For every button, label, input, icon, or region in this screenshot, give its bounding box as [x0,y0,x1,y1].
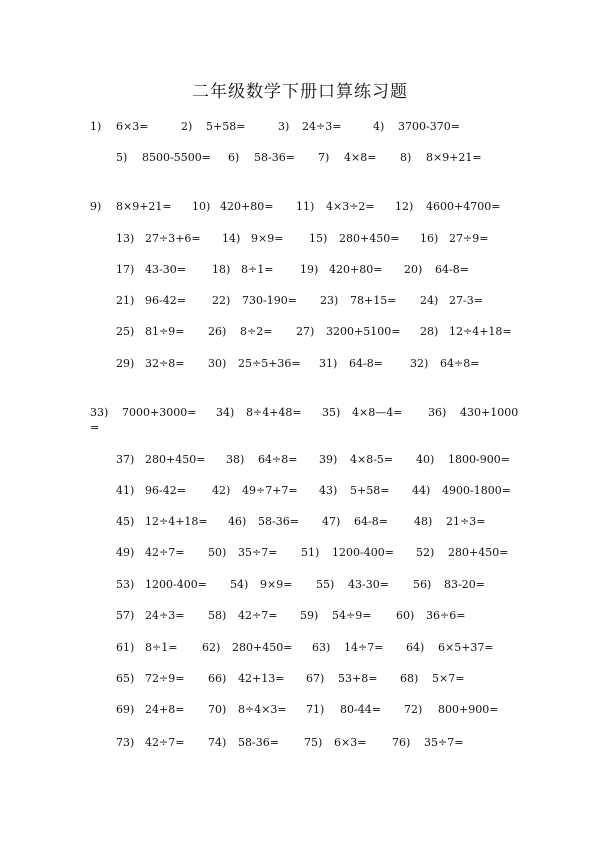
problem-number: 9) [90,200,102,213]
problem-number: 25) [116,325,135,338]
problem-number: 39) [319,453,338,466]
problem-expression: 4×8= [344,151,377,164]
problem-number: 33) [90,406,109,419]
problem-row [0,262,600,278]
problem-number: 53) [116,578,135,591]
problem-number: 21) [116,294,135,307]
problem-expression: 8×9+21= [116,200,172,213]
problem-row [0,356,600,372]
problem-number: 55) [316,578,335,591]
problem-number: 38) [226,453,245,466]
problem-number: 41) [116,484,135,497]
problem-expression: 420+80= [220,200,274,213]
problem-number: 4) [373,120,385,133]
problem-expression: 6×3= [334,736,367,749]
problem-number: 52) [416,546,435,559]
problem-expression: 58-36= [254,151,295,164]
problem-expression: 280+450= [145,453,206,466]
problem-row [0,545,600,561]
problem-expression: 8÷4+48= [246,406,302,419]
problem-number: 15) [309,232,328,245]
problem-number: 1) [90,120,102,133]
problem-expression: 24÷3= [302,120,342,133]
problem-number: 20) [404,263,423,276]
problem-number: 43) [319,484,338,497]
problem-number: 50) [208,546,227,559]
problem-row [0,405,600,421]
problem-number: 29) [116,357,135,370]
problem-number: 70) [208,703,227,716]
problem-expression: 8÷2= [240,325,273,338]
problem-expression: 64÷8= [440,357,480,370]
problem-number: 8) [400,151,412,164]
problem-number: 65) [116,672,135,685]
problem-expression: 9×9= [260,578,293,591]
problem-expression: 25÷5+36= [238,357,301,370]
problem-row [0,483,600,499]
problem-number: 59) [300,609,319,622]
wrapped-equals: = [90,421,100,434]
problem-number: 7) [318,151,330,164]
problem-number: 2) [181,120,193,133]
problem-expression: 42÷7= [238,609,278,622]
problem-expression: 64-8= [349,357,383,370]
problem-number: 54) [230,578,249,591]
problem-expression: 32÷8= [145,357,185,370]
problem-row [0,640,600,656]
problem-expression: 1200-400= [332,546,394,559]
problem-row [0,608,600,624]
problem-expression: 5+58= [350,484,390,497]
problem-expression: 8÷4×3= [238,703,287,716]
problem-expression: 1800-900= [448,453,510,466]
problem-expression: 42÷7= [145,546,185,559]
problem-number: 12) [395,200,414,213]
problem-expression: 4×8—4= [352,406,403,419]
problem-row [0,231,600,247]
problem-number: 64) [406,641,425,654]
problem-expression: 1200-400= [145,578,207,591]
problem-number: 71) [306,703,325,716]
problem-expression: 43-30= [145,263,186,276]
problem-number: 61) [116,641,135,654]
problem-row [0,293,600,309]
problem-number: 75) [304,736,323,749]
problem-number: 34) [216,406,235,419]
problem-number: 35) [322,406,341,419]
problem-expression: 49÷7+7= [242,484,298,497]
problem-expression: 3700-370= [398,120,460,133]
problem-number: 6) [228,151,240,164]
problem-expression: 800+900= [438,703,499,716]
problem-expression: 96-42= [145,484,186,497]
problem-number: 42) [212,484,231,497]
problem-number: 17) [116,263,135,276]
problem-expression: 6×3= [116,120,149,133]
problem-number: 76) [392,736,411,749]
problem-number: 27) [296,325,315,338]
problem-expression: 54÷9= [332,609,372,622]
problem-number: 45) [116,515,135,528]
problem-number: 49) [116,546,135,559]
problem-number: 28) [420,325,439,338]
problem-expression: 72÷9= [145,672,185,685]
problem-expression: 64÷8= [258,453,298,466]
problem-number: 24) [420,294,439,307]
problem-number: 67) [306,672,325,685]
problem-expression: 80-44= [340,703,381,716]
problem-expression: 53+8= [338,672,378,685]
problem-row [0,735,600,751]
problem-expression: 27÷3+6= [145,232,201,245]
problem-row [0,514,600,530]
problem-number: 5) [116,151,128,164]
problem-expression: 8÷1= [145,641,178,654]
problem-expression: 81÷9= [145,325,185,338]
problem-expression: 8÷1= [241,263,274,276]
problem-number: 44) [412,484,431,497]
problem-expression: 5×7= [432,672,465,685]
problem-expression: 78+15= [350,294,397,307]
problem-expression: 64-8= [435,263,469,276]
problem-expression: 4×8-5= [350,453,394,466]
problem-expression: 24÷3= [145,609,185,622]
problem-number: 3) [278,120,290,133]
problem-number: 37) [116,453,135,466]
problem-number: 32) [410,357,429,370]
problem-number: 19) [300,263,319,276]
problem-expression: 12÷4+18= [449,325,512,338]
problem-number: 18) [212,263,231,276]
problem-expression: 9×9= [251,232,284,245]
problem-number: 74) [208,736,227,749]
problem-number: 48) [414,515,433,528]
problem-number: 40) [416,453,435,466]
problem-row [0,671,600,687]
problem-expression: 430+1000 [460,406,519,419]
problem-expression: 730-190= [242,294,297,307]
problem-row [0,452,600,468]
problem-number: 22) [212,294,231,307]
problem-expression: 35÷7= [238,546,278,559]
problem-expression: 58-36= [238,736,279,749]
problem-number: 57) [116,609,135,622]
problem-number: 14) [222,232,241,245]
problem-number: 51) [301,546,320,559]
problem-expression: 43-30= [348,578,389,591]
problem-expression: 8500-5500= [142,151,211,164]
problem-row [0,702,600,718]
problem-number: 68) [400,672,419,685]
problem-expression: 4900-1800= [442,484,511,497]
page-title: 二年级数学下册口算练习题 [192,82,408,102]
problem-expression: 24+8= [145,703,185,716]
problem-number: 30) [208,357,227,370]
problem-number: 63) [312,641,331,654]
problem-number: 31) [319,357,338,370]
problem-expression: 8×9+21= [426,151,482,164]
problem-expression: 280+450= [448,546,509,559]
problem-number: 62) [202,641,221,654]
problem-number: 73) [116,736,135,749]
problem-number: 60) [396,609,415,622]
problem-expression: 58-36= [258,515,299,528]
problem-expression: 27-3= [449,294,483,307]
problem-expression: 42÷7= [145,736,185,749]
problem-expression: 12÷4+18= [145,515,208,528]
problem-row [0,199,600,215]
problem-number: 47) [322,515,341,528]
problem-expression: 4×3÷2= [326,200,375,213]
problem-expression: 280+450= [339,232,400,245]
problem-number: 11) [296,200,315,213]
problem-expression: 42+13= [238,672,285,685]
problem-expression: 36÷6= [426,609,466,622]
problem-row [0,324,600,340]
problem-number: 72) [404,703,423,716]
problem-number: 13) [116,232,135,245]
problem-expression: 64-8= [354,515,388,528]
problem-number: 56) [413,578,432,591]
problem-expression: 21÷3= [446,515,486,528]
problem-number: 23) [320,294,339,307]
problem-expression: 27÷9= [449,232,489,245]
problem-expression: 6×5+37= [438,641,494,654]
problem-row [0,150,600,166]
problem-number: 36) [428,406,447,419]
problem-expression: 96-42= [145,294,186,307]
problem-expression: 420+80= [329,263,383,276]
problem-number: 10) [192,200,211,213]
problem-expression: 7000+3000= [122,406,197,419]
problem-number: 58) [208,609,227,622]
problem-number: 26) [208,325,227,338]
problem-expression: 35÷7= [424,736,464,749]
problem-expression: 3200+5100= [326,325,401,338]
problem-expression: 4600+4700= [426,200,501,213]
problem-expression: 5+58= [206,120,246,133]
problem-row [0,577,600,593]
problem-row [0,119,600,135]
problem-expression: 83-20= [444,578,485,591]
problem-number: 69) [116,703,135,716]
problem-number: 66) [208,672,227,685]
problem-expression: 14÷7= [344,641,384,654]
problem-number: 16) [420,232,439,245]
problem-number: 46) [228,515,247,528]
problem-expression: 280+450= [232,641,293,654]
